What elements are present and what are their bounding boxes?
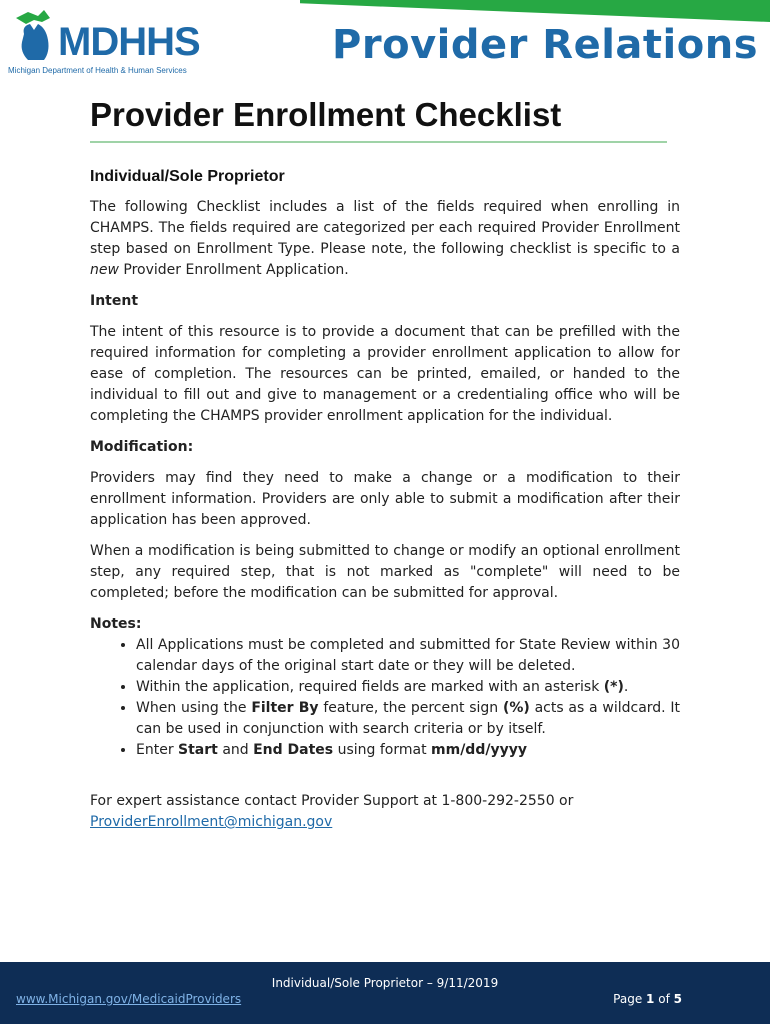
notes-heading: Notes: bbox=[90, 616, 142, 632]
note-bold: mm/dd/yyyy bbox=[431, 742, 527, 758]
page-total: 5 bbox=[673, 992, 682, 1006]
contact-block bbox=[90, 791, 680, 833]
note-bold: (*) bbox=[603, 679, 624, 695]
mdhhs-logo bbox=[8, 8, 198, 78]
notes-list bbox=[90, 635, 680, 761]
note-bold: Filter By bbox=[251, 700, 319, 716]
document-body bbox=[90, 166, 680, 833]
note-text: Within the application, required fields are marked with an asterisk bbox=[136, 679, 600, 695]
page-of: of bbox=[658, 992, 670, 1006]
modification-paragraph-2: When a modification is being submitted to change or modify an optional enrollment step, any required step, that is not marked as "complete" will need to be completed; before the modification can be submitted for approval. bbox=[90, 543, 680, 601]
contact-text: For expert assistance contact Provider Support at 1-800-292-2550 or bbox=[90, 793, 574, 809]
logo-text: MDHHS bbox=[58, 20, 200, 64]
modification-heading: Modification: bbox=[90, 439, 194, 455]
note-item bbox=[136, 698, 680, 740]
page-current: 1 bbox=[646, 992, 655, 1006]
note-text: using format bbox=[337, 742, 427, 758]
note-item bbox=[136, 677, 680, 698]
footer-title: Individual/Sole Proprietor – 9/11/2019 bbox=[271, 976, 499, 990]
header-title: Provider Relations bbox=[332, 22, 758, 68]
intro-paragraph bbox=[90, 197, 680, 281]
intro-emphasis-new: new bbox=[90, 262, 119, 278]
footer-link[interactable]: www.Michigan.gov/MedicaidProviders bbox=[16, 992, 242, 1006]
header-accent-bar bbox=[300, 0, 770, 22]
note-text: acts as a wildcard. It can be used in conjunction with search criteria or by itself. bbox=[136, 700, 681, 737]
section-heading: Individual/Sole Proprietor bbox=[90, 168, 285, 185]
title-divider bbox=[90, 141, 667, 143]
intent-paragraph: The intent of this resource is to provide a document that can be prefilled with the required information for completing a provider enrollment application to allow for ease of completion. The resources can be printed, emailed, or handed to the individual to fill out and give to management or a credentialing office who will be completing the CHAMPS provider enrollment application for the individual. bbox=[90, 324, 680, 424]
note-text: Enter bbox=[136, 742, 174, 758]
intro-text-a: The following Checklist includes a list of the fields required when enrolling in CHAMPS. The fields required are categorized per each required Provider Enrollment step based on Enrollment Type. Please note, the following checklist is specific to a bbox=[90, 199, 680, 257]
note-item: • All Applications must be completed and submitted for State Review within 30 calendar days of the original start date or they will be deleted. bbox=[136, 635, 680, 677]
page-footer bbox=[0, 962, 770, 1024]
email-link[interactable]: ProviderEnrollment@michigan.gov bbox=[90, 814, 333, 830]
note-bold: End Dates bbox=[253, 742, 334, 758]
note-item bbox=[136, 740, 680, 761]
logo-subtitle: Michigan Department of Health & Human Services bbox=[8, 66, 187, 75]
modification-paragraph-1: Providers may find they need to make a change or a modification to their enrollment information. Providers are only able to submit a modification after their application has been approved. bbox=[90, 470, 680, 528]
note-text: feature, the percent sign bbox=[323, 700, 499, 716]
note-text: When using the bbox=[136, 700, 247, 716]
intent-heading: Intent bbox=[90, 293, 139, 309]
document-title: Provider Enrollment Checklist bbox=[90, 96, 562, 133]
page-label: Page bbox=[613, 992, 643, 1006]
intro-text-b: Provider Enrollment Application. bbox=[123, 262, 349, 278]
page-number bbox=[613, 992, 682, 1006]
note-bold: (%) bbox=[502, 700, 530, 716]
note-text: . bbox=[623, 679, 629, 695]
note-text: and bbox=[222, 742, 249, 758]
note-bold: Start bbox=[178, 742, 218, 758]
